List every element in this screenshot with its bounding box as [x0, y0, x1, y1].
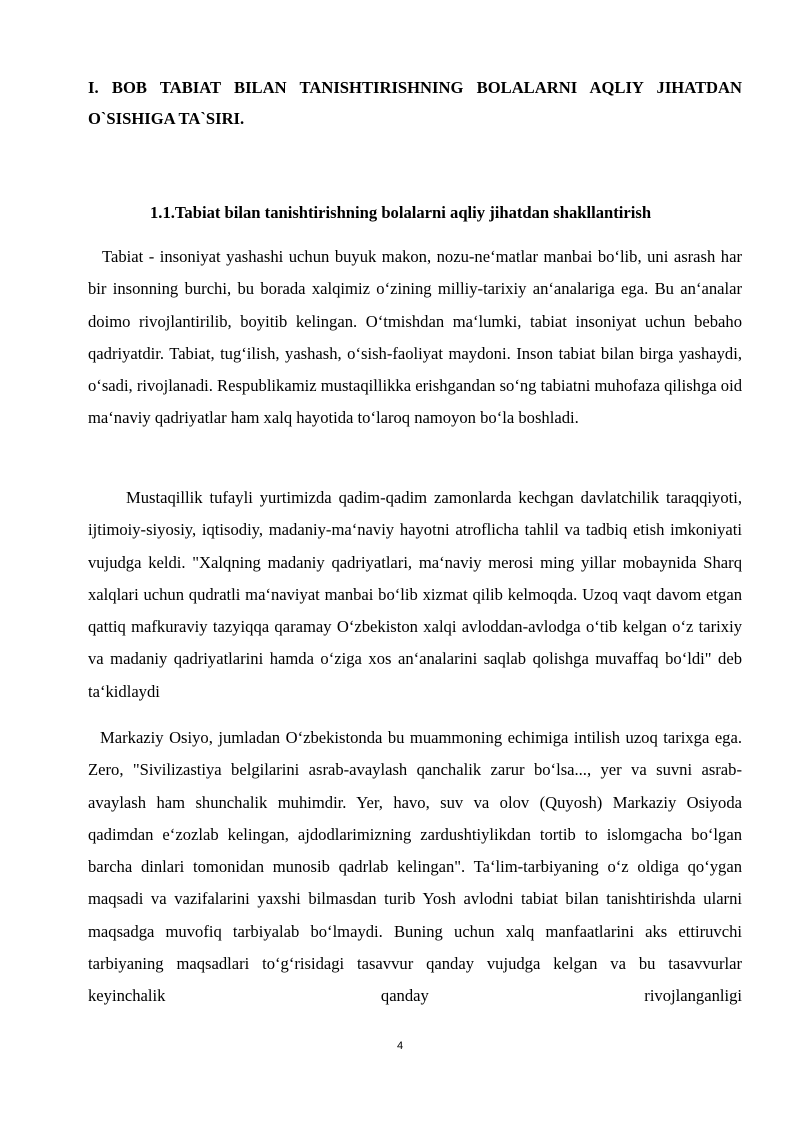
body-paragraph: Markaziy Osiyo, jumladan O‘zbekistonda bu muammoning echimiga intilish uzoq tarixga ega. Zero, "Sivilizastiya belgilarini asrab-avaylash qanchalik zarur bo‘lsa..., yer va suvni asrab-avaylash ham shunchalik muhimdir. Yer, havo, suv va olov (Quyosh) Markaziy Osiyoda qadimdan e‘zozlab kelingan, ajdodlarimizning zardushtiylikdan tortib to islomgacha bo‘lgan barcha dinlari tomonidan munosib qadrlab kelingan". Ta‘lim-tarbiyaning o‘z oldiga qo‘ygan maqsadi va vazifalarini yaxshi bilmasdan turib Yosh avlodni tabiat bilan tanishtirishda ularni maqsadga muvofiq tarbiyalab bo‘lmaydi. Buning uchun xalq manfaatlarini aks ettiruvchi tarbiyaning maqsadlari to‘g‘risidagi tasavvur qanday vujudga kelgan va bu tasavvurlar keyinchalik qanday rivojlanganligi [88, 728, 742, 1006]
body-paragraph: Tabiat - insoniyat yashashi uchun buyuk makon, nozu-ne‘matlar manbai bo‘lib, uni asrash har bir insonning burchi, bu borada xalqimiz o‘zining milliy-tarixiy an‘analariga ega. Bu an‘analar doimo rivojlantirilib, boyitib kelingan. O‘tmishdan ma‘lumki, tabiat insoniyat uchun bebaho qadriyatdir. Tabiat, tug‘ilish, yashash, o‘sish-faoliyat maydoni. Inson tabiat bilan birga yashaydi, o‘sadi, rivojlanadi. Respublikamiz mustaqillikka erishgandan so‘ng tabiatni muhofaza qilishga oid ma‘naviy qadriyatlar ham xalq hayotida to‘laroq namoyon bo‘la boshladi. [88, 247, 742, 428]
section-title: 1.1.Tabiat bilan tanishtirishning bolalarni aqliy jihatdan shakllantirish [150, 203, 652, 222]
body-paragraph: Mustaqillik tufayli yurtimizda qadim-qadim zamonlarda kechgan davlatchilik taraqqiyoti, ijtimoiy-siyosiy, iqtisodiy, madaniy-ma‘naviy hayotni atroflicha tahlil va tadbiq etish imkoniyati vujudga keldi. "Xalqning madaniy qadriyatlari, ma‘naviy merosi ming yillar mobaynida Sharq xalqlari uchun qudratli ma‘naviyat manbai bo‘lib xizmat qilib kelmoqda. Uzoq vaqt davom etgan qattiq mafkuraviy tazyiqqa qaramay O‘zbekiston xalqi avloddan-avlodga o‘tib kelgan o‘z tarixiy va madaniy qadriyatlarini hamda o‘ziga xos an‘analarini saqlab qolishga muvaffaq bo‘ldi" deb ta‘kidlaydi [88, 488, 742, 701]
chapter-title: I. BOB TABIAT BILAN TANISHTIRISHNING BOLALARNI AQLIY JIHATDAN O`SISHIGA TA`SIRI. [88, 78, 742, 128]
page-number: 4 [396, 1040, 404, 1052]
